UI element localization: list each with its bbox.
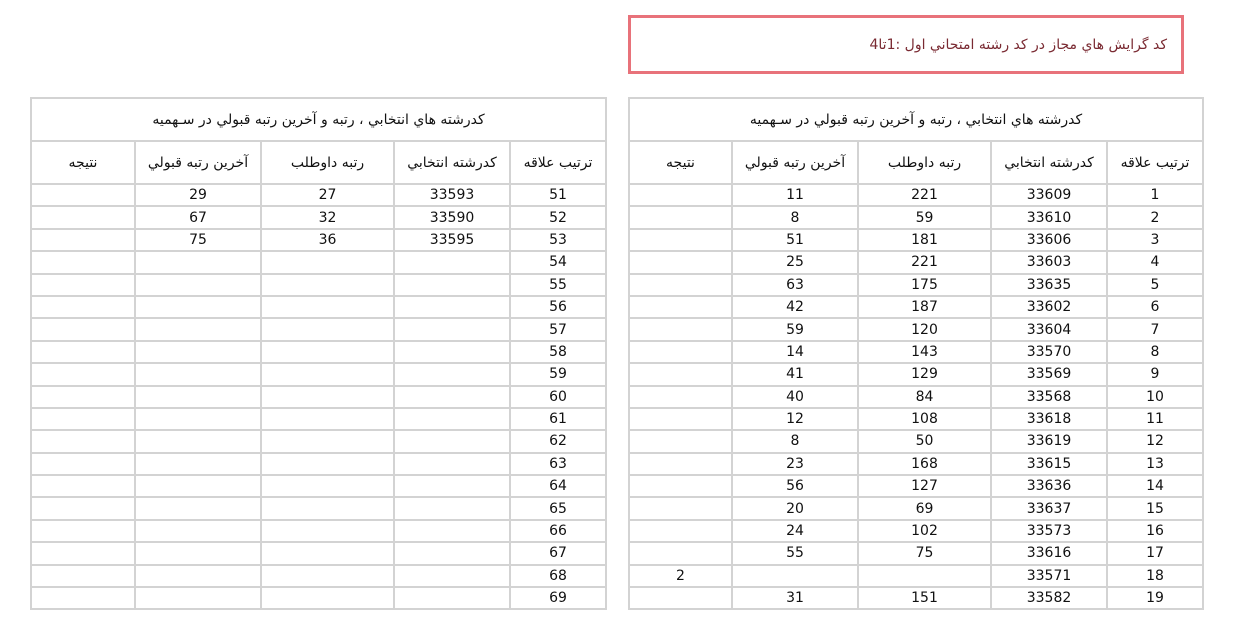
field-code-cell [394,520,510,542]
table-caption: کدرشته هاي انتخابي ، رتبه و آخرين رتبه قبولي در سـهميه [629,98,1203,141]
table-caption: کدرشته هاي انتخابي ، رتبه و آخرين رتبه قبولي در سـهميه [31,98,606,141]
priority-cell: 1 [1107,184,1203,206]
result-cell [629,251,732,273]
result-cell [629,206,732,228]
field-code-cell [394,430,510,452]
priority-cell: 68 [510,565,606,587]
table-row [629,565,1203,587]
result-cell [629,520,732,542]
last-accepted-rank-cell: 8 [732,206,858,228]
result-cell [31,229,135,251]
table-row [31,453,606,475]
candidate-rank-cell [261,296,394,318]
table-row [31,318,606,340]
last-accepted-rank-cell [135,497,261,519]
last-accepted-rank-cell: 24 [732,520,858,542]
candidate-rank-cell [261,363,394,385]
candidate-rank-cell: 151 [858,587,991,609]
table-row [31,341,606,363]
candidate-rank-cell [261,520,394,542]
last-accepted-rank-cell: 51 [732,229,858,251]
choices-table-1 [628,97,1204,610]
table-row [31,520,606,542]
last-accepted-rank-cell: 63 [732,274,858,296]
last-accepted-rank-cell [135,341,261,363]
candidate-rank-cell [261,408,394,430]
last-accepted-rank-cell [135,318,261,340]
table-row [629,229,1203,251]
field-code-cell: 33606 [991,229,1107,251]
last-accepted-rank-cell [135,542,261,564]
priority-cell: 51 [510,184,606,206]
table-row [629,386,1203,408]
priority-cell: 64 [510,475,606,497]
field-code-cell: 33569 [991,363,1107,385]
priority-cell: 11 [1107,408,1203,430]
field-code-cell [394,318,510,340]
table-body [629,184,1203,609]
result-cell [31,251,135,273]
last-accepted-rank-cell [135,386,261,408]
last-accepted-rank-cell: 11 [732,184,858,206]
table-row [629,453,1203,475]
priority-cell: 66 [510,520,606,542]
table-row [629,184,1203,206]
priority-cell: 7 [1107,318,1203,340]
table-row [629,542,1203,564]
candidate-rank-cell: 187 [858,296,991,318]
header-last-accepted-rank: آخرين رتبه قبولي [135,141,261,184]
table-row [629,497,1203,519]
field-code-cell: 33568 [991,386,1107,408]
table-row [629,475,1203,497]
field-code-cell: 33573 [991,520,1107,542]
field-code-cell: 33615 [991,453,1107,475]
header-last-accepted-rank: آخرين رتبه قبولي [732,141,858,184]
priority-cell: 16 [1107,520,1203,542]
header-priority: ترتيب علاقه [510,141,606,184]
table-row [31,363,606,385]
last-accepted-rank-cell: 75 [135,229,261,251]
table-row [31,542,606,564]
result-cell [629,184,732,206]
table-row [31,475,606,497]
candidate-rank-cell: 59 [858,206,991,228]
result-cell [629,453,732,475]
field-code-cell [394,341,510,363]
candidate-rank-cell: 75 [858,542,991,564]
result-cell [31,408,135,430]
priority-cell: 59 [510,363,606,385]
last-accepted-rank-cell [135,453,261,475]
table-row [31,206,606,228]
result-cell [31,274,135,296]
priority-cell: 67 [510,542,606,564]
result-cell [629,408,732,430]
field-code-cell: 33636 [991,475,1107,497]
priority-cell: 17 [1107,542,1203,564]
last-accepted-rank-cell [135,475,261,497]
priority-cell: 6 [1107,296,1203,318]
last-accepted-rank-cell [135,274,261,296]
candidate-rank-cell [261,475,394,497]
candidate-rank-cell: 129 [858,363,991,385]
table-row [31,184,606,206]
priority-cell: 54 [510,251,606,273]
last-accepted-rank-cell: 31 [732,587,858,609]
last-accepted-rank-cell: 41 [732,363,858,385]
table-row [629,430,1203,452]
field-code-cell: 33570 [991,341,1107,363]
result-cell [629,363,732,385]
table-row [629,363,1203,385]
result-cell [31,184,135,206]
priority-cell: 2 [1107,206,1203,228]
candidate-rank-cell [261,274,394,296]
table-row [31,587,606,609]
field-code-cell [394,386,510,408]
candidate-rank-cell: 221 [858,251,991,273]
result-cell [629,497,732,519]
header-priority: ترتيب علاقه [1107,141,1203,184]
candidate-rank-cell: 221 [858,184,991,206]
table-row [629,520,1203,542]
priority-cell: 4 [1107,251,1203,273]
priority-cell: 60 [510,386,606,408]
result-cell [31,565,135,587]
priority-cell: 63 [510,453,606,475]
priority-cell: 10 [1107,386,1203,408]
priority-cell: 18 [1107,565,1203,587]
last-accepted-rank-cell [135,587,261,609]
priority-cell: 61 [510,408,606,430]
last-accepted-rank-cell: 56 [732,475,858,497]
header-field-code: کدرشته انتخابي [991,141,1107,184]
field-code-cell [394,408,510,430]
result-cell [629,296,732,318]
allowed-codes-notice [628,15,1184,74]
header-result: نتيجه [629,141,732,184]
priority-cell: 55 [510,274,606,296]
header-candidate-rank: رتبه داوطلب [261,141,394,184]
table-row [31,386,606,408]
last-accepted-rank-cell: 8 [732,430,858,452]
last-accepted-rank-cell: 29 [135,184,261,206]
candidate-rank-cell [261,497,394,519]
candidate-rank-cell: 27 [261,184,394,206]
candidate-rank-cell: 69 [858,497,991,519]
field-code-cell [394,453,510,475]
last-accepted-rank-cell: 23 [732,453,858,475]
result-cell [31,587,135,609]
last-accepted-rank-cell: 42 [732,296,858,318]
last-accepted-rank-cell [732,565,858,587]
candidate-rank-cell [261,587,394,609]
last-accepted-rank-cell: 20 [732,497,858,519]
field-code-cell: 33637 [991,497,1107,519]
field-code-cell [394,363,510,385]
candidate-rank-cell: 84 [858,386,991,408]
notice-text: کد گرايش هاي مجاز در کد رشته امتحاني اول :1تا4 [869,36,1167,53]
field-code-cell: 33604 [991,318,1107,340]
result-cell [629,386,732,408]
last-accepted-rank-cell: 12 [732,408,858,430]
candidate-rank-cell: 168 [858,453,991,475]
candidate-rank-cell: 36 [261,229,394,251]
candidate-rank-cell [261,542,394,564]
priority-cell: 57 [510,318,606,340]
candidate-rank-cell [261,386,394,408]
field-code-cell [394,296,510,318]
table-row [629,251,1203,273]
result-cell [31,497,135,519]
field-code-cell [394,251,510,273]
table-row [31,229,606,251]
result-cell [31,386,135,408]
result-cell [629,587,732,609]
header-candidate-rank: رتبه داوطلب [858,141,991,184]
result-cell [629,274,732,296]
candidate-rank-cell [261,318,394,340]
field-code-cell: 33582 [991,587,1107,609]
last-accepted-rank-cell [135,520,261,542]
candidate-rank-cell: 175 [858,274,991,296]
table-row [31,497,606,519]
table-row [629,206,1203,228]
priority-cell: 5 [1107,274,1203,296]
candidate-rank-cell: 181 [858,229,991,251]
priority-cell: 53 [510,229,606,251]
table-body [31,184,606,609]
field-code-cell [394,542,510,564]
candidate-rank-cell [261,430,394,452]
field-code-cell [394,497,510,519]
result-cell [629,475,732,497]
result-cell [31,296,135,318]
field-code-cell [394,274,510,296]
table-row [31,408,606,430]
field-code-cell: 33610 [991,206,1107,228]
header-result: نتيجه [31,141,135,184]
last-accepted-rank-cell: 55 [732,542,858,564]
field-code-cell: 33619 [991,430,1107,452]
priority-cell: 19 [1107,587,1203,609]
last-accepted-rank-cell: 59 [732,318,858,340]
candidate-rank-cell: 50 [858,430,991,452]
table-row [629,341,1203,363]
last-accepted-rank-cell [135,296,261,318]
field-code-cell: 33635 [991,274,1107,296]
field-code-cell [394,565,510,587]
last-accepted-rank-cell: 40 [732,386,858,408]
priority-cell: 52 [510,206,606,228]
priority-cell: 56 [510,296,606,318]
candidate-rank-cell [261,251,394,273]
field-code-cell: 33595 [394,229,510,251]
last-accepted-rank-cell [135,430,261,452]
field-code-cell: 33571 [991,565,1107,587]
candidate-rank-cell [858,565,991,587]
result-cell [31,318,135,340]
priority-cell: 12 [1107,430,1203,452]
priority-cell: 13 [1107,453,1203,475]
table-row [31,430,606,452]
result-cell [31,206,135,228]
table-row [629,587,1203,609]
candidate-rank-cell: 108 [858,408,991,430]
table-row [31,296,606,318]
last-accepted-rank-cell: 25 [732,251,858,273]
priority-cell: 15 [1107,497,1203,519]
field-code-cell [394,475,510,497]
last-accepted-rank-cell [135,251,261,273]
last-accepted-rank-cell [135,565,261,587]
candidate-rank-cell: 120 [858,318,991,340]
result-cell [31,363,135,385]
result-cell [31,453,135,475]
result-cell [629,229,732,251]
priority-cell: 9 [1107,363,1203,385]
last-accepted-rank-cell [135,363,261,385]
table-row [31,274,606,296]
candidate-rank-cell: 143 [858,341,991,363]
table-row [629,408,1203,430]
table-row [31,565,606,587]
table-row [629,274,1203,296]
table-row [31,251,606,273]
table-row [629,318,1203,340]
field-code-cell: 33618 [991,408,1107,430]
result-cell [31,475,135,497]
header-field-code: کدرشته انتخابي [394,141,510,184]
last-accepted-rank-cell: 67 [135,206,261,228]
result-cell [31,542,135,564]
priority-cell: 69 [510,587,606,609]
result-cell [629,430,732,452]
result-cell [629,318,732,340]
priority-cell: 8 [1107,341,1203,363]
last-accepted-rank-cell [135,408,261,430]
last-accepted-rank-cell: 14 [732,341,858,363]
candidate-rank-cell: 127 [858,475,991,497]
result-cell [629,542,732,564]
field-code-cell: 33609 [991,184,1107,206]
priority-cell: 65 [510,497,606,519]
priority-cell: 3 [1107,229,1203,251]
candidate-rank-cell [261,341,394,363]
field-code-cell: 33602 [991,296,1107,318]
candidate-rank-cell: 32 [261,206,394,228]
candidate-rank-cell [261,453,394,475]
field-code-cell: 33590 [394,206,510,228]
result-cell [31,430,135,452]
field-code-cell [394,587,510,609]
priority-cell: 62 [510,430,606,452]
choices-table-2 [30,97,607,610]
candidate-rank-cell [261,565,394,587]
field-code-cell: 33593 [394,184,510,206]
result-cell [31,341,135,363]
field-code-cell: 33616 [991,542,1107,564]
result-cell [31,520,135,542]
priority-cell: 58 [510,341,606,363]
result-cell: 2 [629,565,732,587]
priority-cell: 14 [1107,475,1203,497]
result-cell [629,341,732,363]
table-row [629,296,1203,318]
candidate-rank-cell: 102 [858,520,991,542]
field-code-cell: 33603 [991,251,1107,273]
